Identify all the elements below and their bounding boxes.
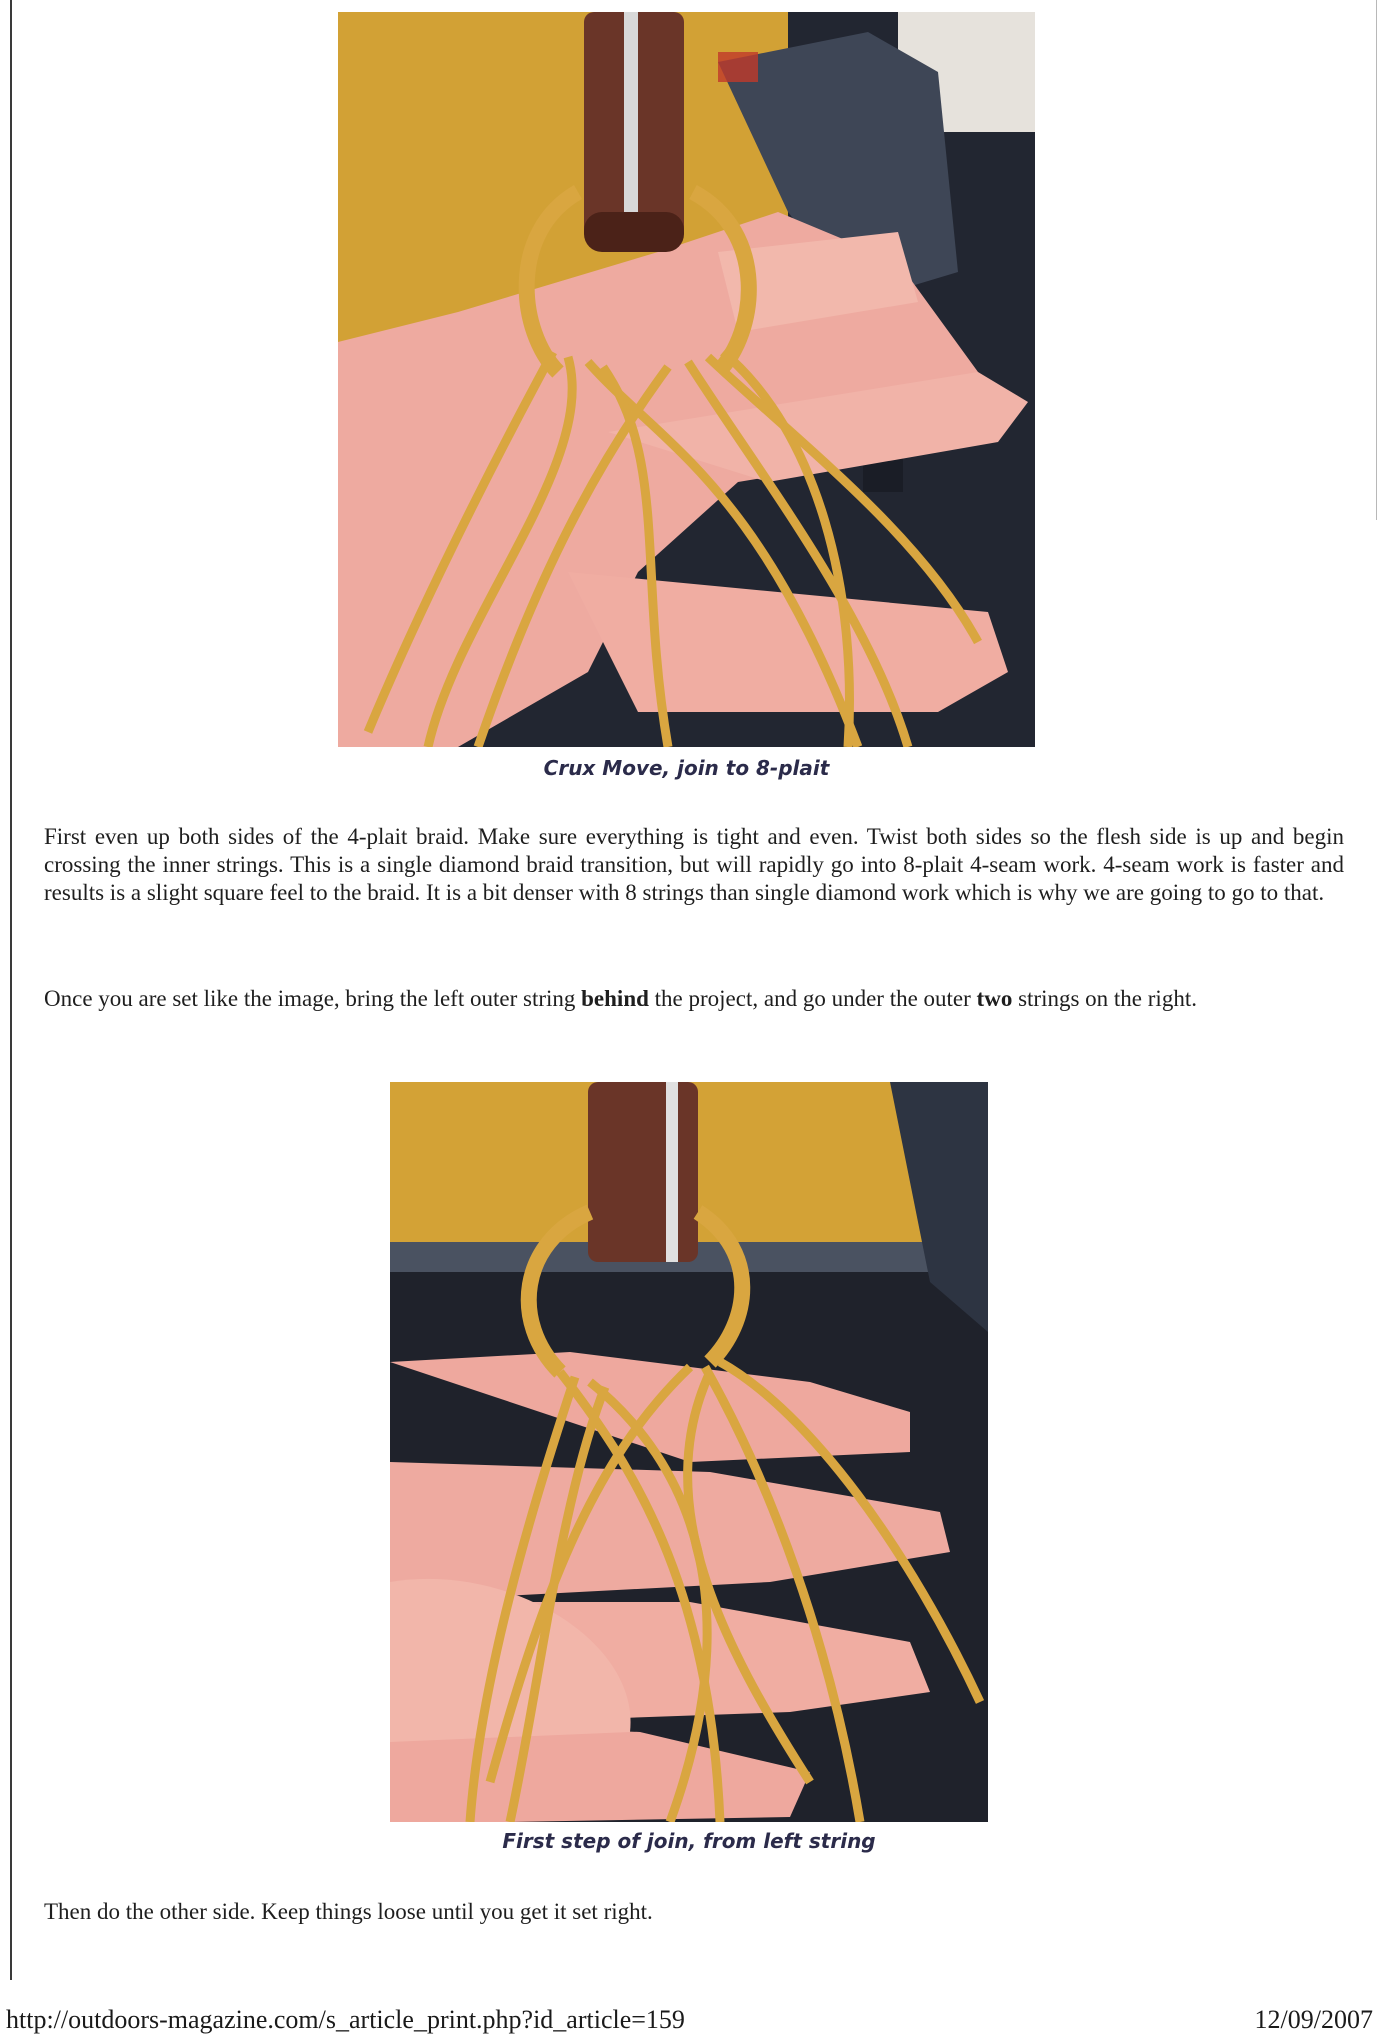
braid-photo-first-step <box>390 1082 988 1822</box>
photo-caption-crux-move: Crux Move, join to 8-plait <box>543 756 830 780</box>
braid-photo-crux-move <box>338 12 1035 747</box>
photo-caption-first-step: First step of join, from left string <box>502 1829 876 1853</box>
page-border-left <box>10 0 12 1980</box>
emphasis-two: two <box>976 986 1013 1011</box>
braid-photo-first-step-image <box>390 1082 988 1822</box>
paragraph-text: Once you are set like the image, bring the left outer string <box>44 986 582 1011</box>
paragraph-text: strings on the right. <box>1012 986 1197 1011</box>
footer-print-date: 12/09/2007 <box>1254 2005 1373 2034</box>
paragraph-text: the project, and go under the outer <box>648 986 977 1011</box>
braid-photo-crux-move-image <box>338 12 1035 747</box>
paragraph-instructions-2 <box>44 985 1344 1013</box>
emphasis-behind: behind <box>581 986 649 1011</box>
footer-source-url: http://outdoors-magazine.com/s_article_print.php?id_article=159 <box>6 2005 685 2034</box>
paragraph-instructions-3: Then do the other side. Keep things loose until you get it set right. <box>44 1899 653 1924</box>
page-border-right <box>1376 0 1377 520</box>
paragraph-instructions-1: First even up both sides of the 4-plait braid. Make sure everything is tight and even. Twist both sides so the flesh side is up and begin crossing the inner strings. This is a single diamond braid transition, but will rapidly go into 8-plait 4-seam work. 4-seam work is faster and results is a slight square feel to the braid. It is a bit denser with 8 strings than single diamond work which is why we are going to go to that. <box>44 824 1344 905</box>
